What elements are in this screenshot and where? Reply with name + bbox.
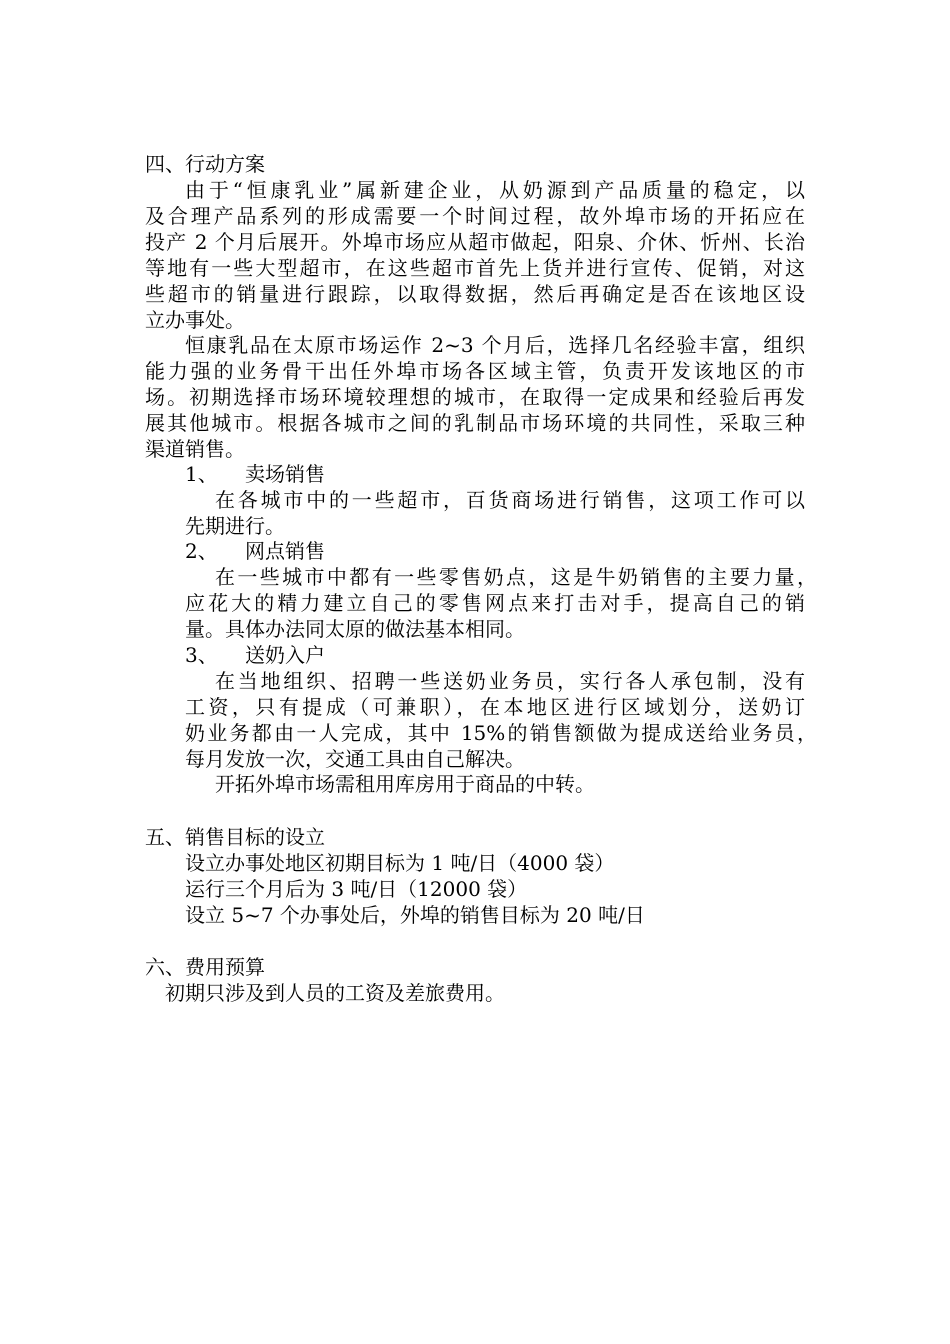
closing-line: 开拓外埠市场需租用库房用于商品的中转。	[215, 772, 595, 796]
paragraph-line: 投产 2 个月后展开。外埠市场应从超市做起，阳泉、介休、忻州、长治	[145, 230, 805, 254]
target-line: 设立办事处地区初期目标为 1 吨/日（4000 袋）	[185, 851, 615, 875]
list-item-number: 1、	[185, 462, 218, 486]
paragraph-line: 由于“恒康乳业”属新建企业，从奶源到产品质量的稳定，以	[185, 178, 805, 202]
list-item-line: 奶业务都由一人完成，其中 15%的销售额做为提成送给业务员，	[185, 721, 817, 745]
list-item-number: 3、	[185, 643, 218, 667]
target-line: 运行三个月后为 3 吨/日（12000 袋）	[185, 877, 528, 901]
paragraph-line: 等地有一些大型超市，在这些超市首先上货并进行宣传、促销，对这	[145, 256, 805, 280]
paragraph-line: 展其他城市。根据各城市之间的乳制品市场环境的共同性，采取三种	[145, 411, 805, 435]
paragraph-line: 恒康乳品在太原市场运作 2~3 个月后，选择几名经验丰富，组织	[185, 333, 805, 357]
list-item-title: 卖场销售	[245, 462, 325, 486]
list-item-line: 应花大的精力建立自己的零售网点来打击对手，提高自己的销	[185, 591, 805, 615]
budget-text: 初期只涉及到人员的工资及差旅费用。	[165, 981, 505, 1005]
paragraph-line: 场。初期选择市场环境较理想的城市，在取得一定成果和经验后再发	[145, 385, 805, 409]
list-item-line: 在各城市中的一些超市，百货商场进行销售，这项工作可以	[215, 488, 805, 512]
list-item-number: 2、	[185, 539, 218, 563]
list-item-line: 量。具体办法同太原的做法基本相同。	[185, 617, 525, 641]
list-item-title: 送奶入户	[245, 643, 325, 667]
section-4-heading: 四、行动方案	[145, 152, 265, 176]
paragraph-line: 能力强的业务骨干出任外埠市场各区域主管，负责开发该地区的市	[145, 359, 805, 383]
target-line: 设立 5~7 个办事处后，外埠的销售目标为 20 吨/日	[185, 903, 645, 927]
list-item-line: 在一些城市中都有一些零售奶点，这是牛奶销售的主要力量，	[215, 565, 817, 589]
paragraph-line: 渠道销售。	[145, 437, 245, 461]
section-6-heading: 六、费用预算	[145, 955, 265, 979]
list-item-line: 工资，只有提成（可兼职），在本地区进行区域划分，送奶订	[185, 695, 805, 719]
paragraph-line: 立办事处。	[145, 308, 245, 332]
list-item-line: 在当地组织、招聘一些送奶业务员，实行各人承包制，没有	[215, 669, 805, 693]
list-item-title: 网点销售	[245, 539, 325, 563]
list-item-line: 每月发放一次，交通工具由自己解决。	[185, 747, 525, 771]
list-item-line: 先期进行。	[185, 514, 285, 538]
paragraph-line: 及合理产品系列的形成需要一个时间过程，故外埠市场的开拓应在	[145, 204, 805, 228]
paragraph-line: 些超市的销量进行跟踪，以取得数据，然后再确定是否在该地区设	[145, 282, 805, 306]
section-5-heading: 五、销售目标的设立	[145, 825, 325, 849]
